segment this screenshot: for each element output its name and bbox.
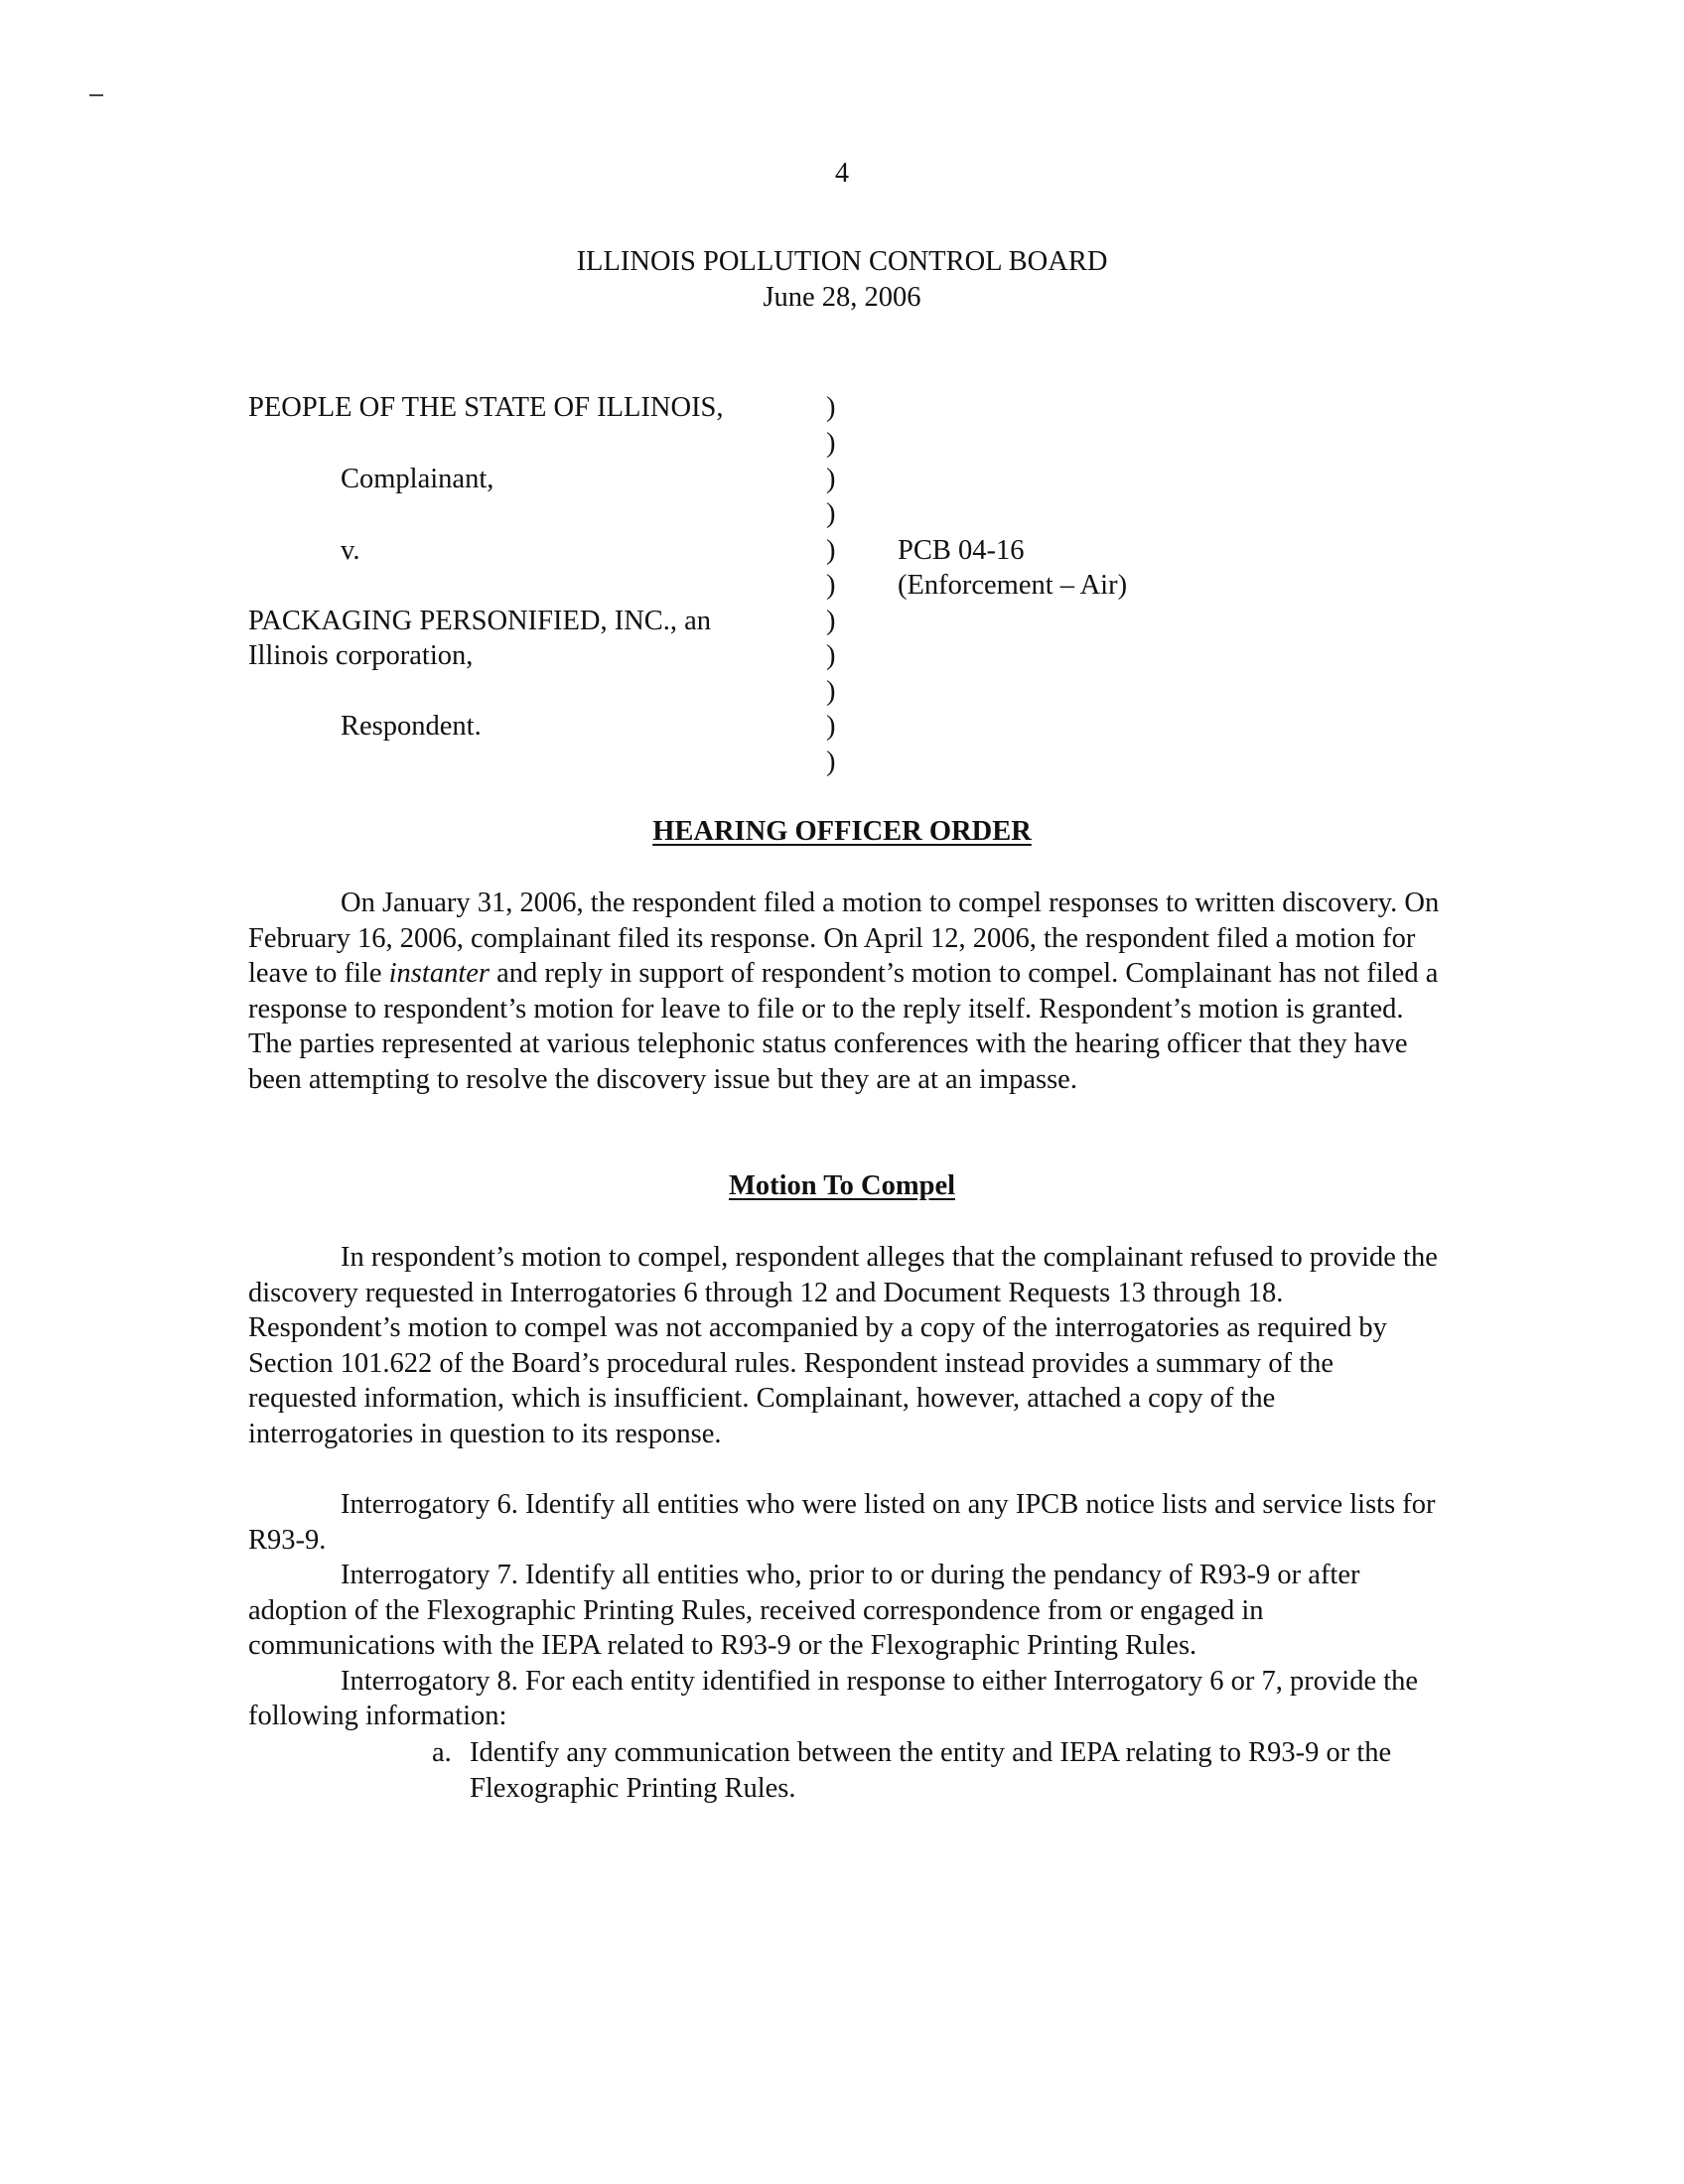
caption-paren: ) (826, 711, 836, 742)
caption-paren: ) (826, 747, 836, 777)
caption-paren: ) (826, 640, 836, 671)
intro-paragraph (248, 886, 1440, 1097)
order-title: HEARING OFFICER ORDER (652, 816, 1032, 847)
caption-paren: ) (826, 464, 836, 494)
case-type: (Enforcement – Air) (898, 570, 1128, 601)
intro-text-1: On January 31, 2006, the respondent filed a motion to compel responses to written discovery. On February 16, 2006, complainant filed its response. On April 12, 2006, the respondent filed a motion for leave to file (248, 887, 1440, 989)
caption-paren: ) (826, 535, 836, 566)
caption-paren: ) (826, 392, 836, 423)
interrogatory-item: Interrogatory 6. Identify all entities who were listed on any IPCB notice lists and service lists for R93-9. (248, 1489, 1436, 1556)
interrogatory-list (248, 1487, 1440, 1734)
caption-paren: ) (826, 676, 836, 707)
interrogatory-item: Interrogatory 8. For each entity identified in response to either Interrogatory 6 or 7, provide the following information: (248, 1665, 1419, 1731)
interrogatory-item: Interrogatory 7. Identify all entities who, prior to or during the pendancy of R93-9 or after adoption of the Flexographic Printing Rules, received correspondence from or engaged in communications with the IEPA related to R93-9 or the Flexographic Printing Rules. (248, 1560, 1360, 1661)
page-number: 4 (835, 158, 849, 189)
scan-mark (89, 94, 103, 96)
versus: v. (341, 535, 360, 566)
sub-item-text: Identify any communication between the entity and IEPA relating to R93-9 or the Flexographic Printing Rules. (470, 1737, 1392, 1804)
intro-italic-term: instanter (388, 958, 490, 989)
section-title-motion-to-compel: Motion To Compel (728, 1170, 956, 1201)
order-date: June 28, 2006 (763, 282, 921, 313)
plaintiff-name: PEOPLE OF THE STATE OF ILLINOIS, (248, 392, 724, 423)
caption-paren: ) (826, 570, 836, 601)
defendant-name-line2: Illinois corporation, (248, 640, 474, 671)
sub-item (432, 1735, 1477, 1806)
defendant-name-line1: PACKAGING PERSONIFIED, INC., an (248, 606, 712, 636)
plaintiff-role: Complainant, (341, 464, 494, 494)
sub-item-marker: a. (432, 1737, 452, 1768)
board-name: ILLINOIS POLLUTION CONTROL BOARD (576, 246, 1108, 277)
caption-paren: ) (826, 606, 836, 636)
motion-paragraph: In respondent’s motion to compel, respondent alleges that the complainant refused to provide the discovery requested in Interrogatories 6 through 12 and Document Requests 13 through 18. Respondent’s motion to compel was not accompanied by a copy of the interrogatories as required by Section 101.622 of the Board’s procedural rules. Respondent instead provides a summary of the requested information, which is insufficient. Complainant, however, attached a copy of the interrogatories in question to its response. (248, 1242, 1438, 1449)
caption-paren: ) (826, 498, 836, 529)
intro-text-2: and reply in support of respondent’s motion to compel. Complainant has not filed a response to respondent’s motion for leave to file or to the reply itself. Respondent’s motion is granted. The parties represented at various telephonic status conferences with the hearing officer that they have been attempting to resolve the discovery issue but they are at an impasse. (248, 958, 1439, 1095)
defendant-role: Respondent. (341, 711, 482, 742)
caption-paren: ) (826, 428, 836, 459)
case-number: PCB 04-16 (898, 535, 1025, 566)
